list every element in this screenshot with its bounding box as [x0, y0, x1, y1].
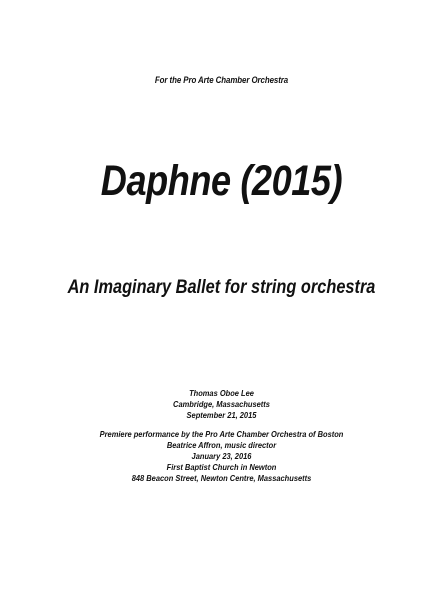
composer-block — [0, 388, 443, 421]
page-title: Daphne (2015) — [100, 157, 343, 205]
page-subtitle: An Imaginary Ballet for string orchestra — [67, 277, 376, 298]
premiere-line-director: Beatrice Affron, music director — [166, 440, 277, 450]
composition-date: September 21, 2015 — [186, 410, 257, 420]
premiere-line-ensemble: Premiere performance by the Pro Arte Chamber Orchestra of Boston — [99, 429, 344, 439]
premiere-line-address: 848 Beacon Street, Newton Centre, Massachusetts — [131, 473, 312, 483]
premiere-block — [0, 429, 443, 484]
premiere-line-date: January 23, 2016 — [191, 451, 252, 461]
composer-location: Cambridge, Massachusetts — [173, 399, 270, 409]
dedication-text: For the Pro Arte Chamber Orchestra — [154, 75, 289, 85]
composer-name: Thomas Oboe Lee — [189, 388, 254, 398]
premiere-line-venue: First Baptist Church in Newton — [166, 462, 277, 472]
